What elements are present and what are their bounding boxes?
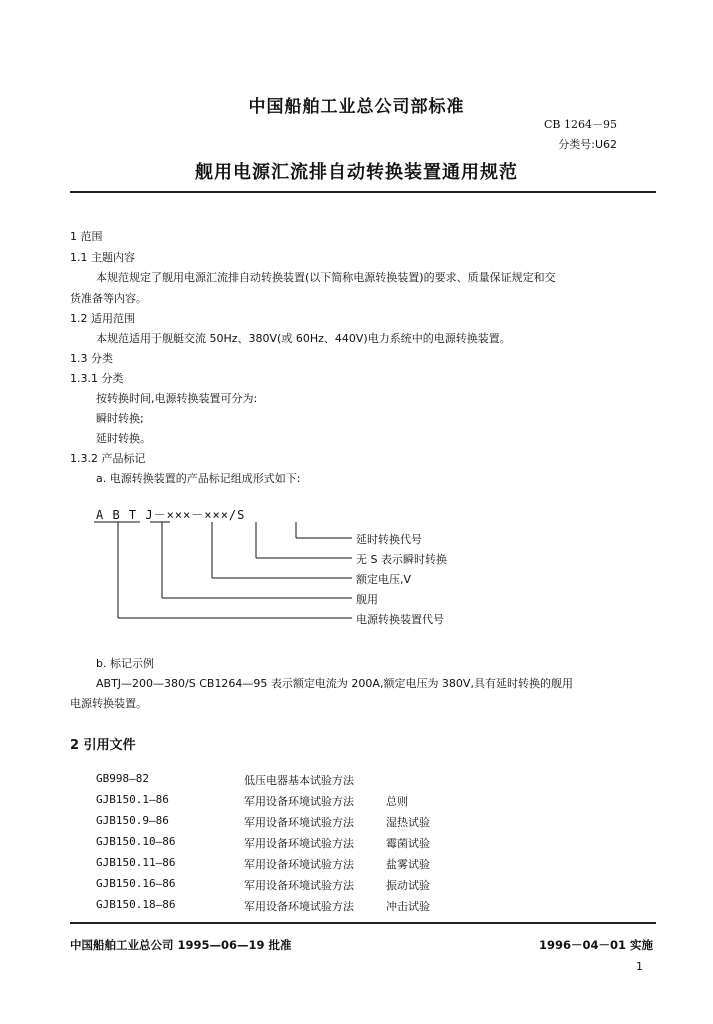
section-2-heading: 2 引用文件	[70, 738, 136, 753]
section-1-3-heading: 1.3 分类	[70, 352, 113, 365]
effective-date: 1996－04－01 实施	[538, 938, 653, 952]
reference-name: 低压电器基本试验方法	[244, 774, 354, 787]
mark-example-text-cont: 电源转换装置。	[70, 697, 147, 710]
device-code-label: 电源转换装置代号	[356, 613, 444, 626]
rated-voltage-label: 额定电压,V	[356, 573, 412, 586]
section-1-1-heading: 1.1 主题内容	[70, 251, 135, 264]
section-1-3-1-heading: 1.3.1 分类	[70, 372, 124, 385]
section-1-heading: 1 范围	[70, 230, 103, 243]
reference-name: 军用设备环境试验方法	[244, 816, 354, 829]
reference-code: GJB150.9—86	[96, 814, 169, 827]
naval-use-label: 舰用	[356, 593, 378, 606]
mark-example-text: ABTJ—200—380/S CB1264—95 表示额定电流为 200A,额定电压为 380V,具有延时转换的舰用	[96, 677, 573, 690]
reference-name: 军用设备环境试验方法	[244, 837, 354, 850]
section-1-1-text: 本规范规定了舰用电源汇流排自动转换装置(以下简称电源转换装置)的要求、质量保证规定和交	[96, 271, 556, 284]
reference-code: GB998—82	[96, 772, 149, 785]
reference-code: GJB150.16—86	[96, 877, 176, 890]
delayed-transfer-item: 延时转换。	[96, 432, 151, 445]
section-1-1-text-cont: 货准备等内容。	[70, 292, 147, 305]
reference-name: 军用设备环境试验方法	[244, 900, 354, 913]
reference-code: GJB150.11—86	[96, 856, 176, 869]
organization-title: 中国船舶工业总公司部标准	[248, 97, 465, 117]
section-1-2-text: 本规范适用于舰艇交流 50Hz、380V(或 60Hz、440V)电力系统中的电源转换装置。	[96, 332, 511, 345]
reference-subtitle: 盐雾试验	[386, 858, 430, 871]
footer-rule	[70, 922, 656, 924]
reference-subtitle: 冲击试验	[386, 900, 430, 913]
page-number: 1	[636, 960, 643, 973]
document-title: 舰用电源汇流排自动转换装置通用规范	[195, 162, 518, 183]
reference-code: GJB150.18—86	[96, 898, 176, 911]
approval-line: 中国船舶工业总公司 1995—06—19 批准	[70, 938, 292, 952]
reference-subtitle: 振动试验	[386, 879, 430, 892]
product-mark-a: a. 电源转换装置的产品标记组成形式如下:	[96, 472, 301, 485]
mark-example-heading: b. 标记示例	[96, 657, 154, 670]
reference-code: GJB150.1—86	[96, 793, 169, 806]
marking-code: A B T J－×××－×××/S	[96, 508, 246, 522]
reference-name: 军用设备环境试验方法	[244, 879, 354, 892]
reference-subtitle: 湿热试验	[386, 816, 430, 829]
reference-code: GJB150.10—86	[96, 835, 176, 848]
reference-subtitle: 总则	[386, 795, 408, 808]
delay-code-label: 延时转换代号	[356, 533, 422, 546]
classification-number: 分类号:U62	[558, 138, 617, 151]
section-1-2-heading: 1.2 适用范围	[70, 312, 135, 325]
instant-label: 无 S 表示瞬时转换	[356, 553, 447, 566]
section-1-3-2-heading: 1.3.2 产品标记	[70, 452, 146, 465]
reference-name: 军用设备环境试验方法	[244, 858, 354, 871]
instant-transfer-item: 瞬时转换;	[96, 412, 144, 425]
reference-name: 军用设备环境试验方法	[244, 795, 354, 808]
reference-subtitle: 霉菌试验	[386, 837, 430, 850]
standard-code: CB 1264－95	[544, 118, 617, 131]
classification-text: 按转换时间,电源转换装置可分为:	[96, 392, 258, 405]
